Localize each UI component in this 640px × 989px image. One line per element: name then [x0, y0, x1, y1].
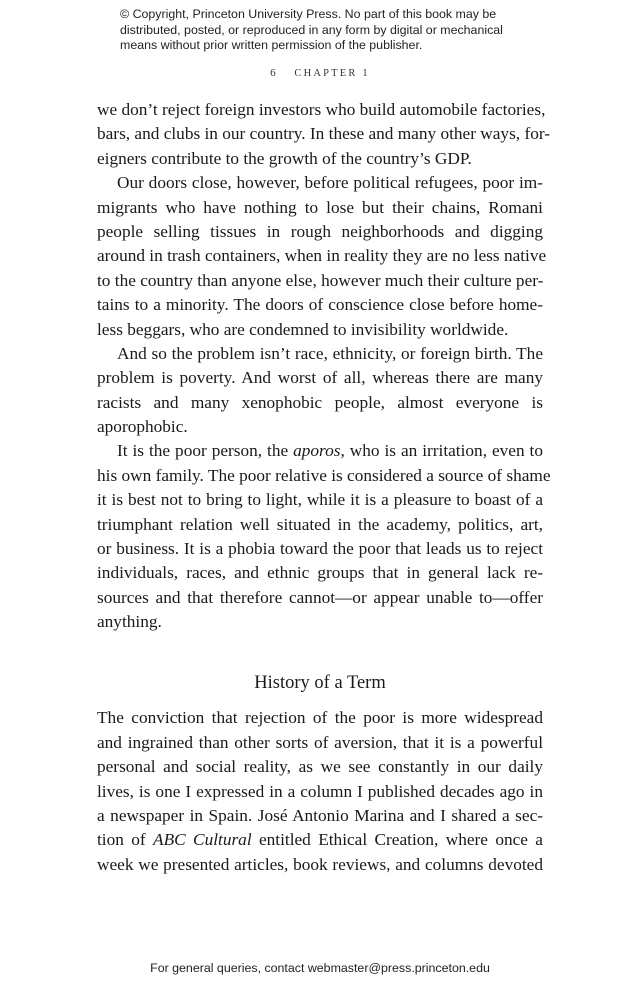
- text-line: triumphant relation well situated in the academy, politics, art,: [97, 514, 543, 534]
- text-segment: , who is an irritation, even to: [340, 441, 543, 461]
- text-line: eigners contribute to the growth of the country’s GDP.: [97, 148, 472, 168]
- running-head: [0, 67, 640, 79]
- page-number: 6: [270, 67, 278, 79]
- text-line: [97, 828, 543, 852]
- paragraph: [97, 342, 543, 440]
- text-line: bars, and clubs in our country. In these and many other ways, for-: [97, 124, 550, 144]
- text-line: his own family. The poor relative is considered a source of shame: [97, 465, 551, 485]
- text-segment: It is the poor person, the: [117, 441, 294, 461]
- text-line: And so the problem isn’t race, ethnicity, or foreign birth. The: [117, 343, 543, 363]
- text-line: to the country than anyone else, however much their culture per-: [97, 270, 544, 290]
- text-line: less beggars, who are condemned to invisibility worldwide.: [97, 319, 509, 339]
- copyright-line: © Copyright, Princeton University Press. No part of this book may be: [120, 7, 497, 21]
- text-line: and ingrained than other sorts of aversion, that it is a powerful: [97, 732, 543, 752]
- paragraph: [97, 171, 547, 342]
- text-line: a newspaper in Spain. José Antonio Marina and I shared a sec-: [97, 805, 543, 825]
- text-line: migrants who have nothing to lose but their chains, Romani: [97, 197, 543, 217]
- text-line: racists and many xenophobic people, almost everyone is: [97, 392, 543, 412]
- text-line: problem is poverty. And worst of all, whereas there are many: [97, 368, 543, 388]
- spacer: [97, 635, 543, 659]
- text-line: aporophobic.: [97, 417, 188, 437]
- paragraph: [97, 98, 550, 171]
- section-heading: History of a Term: [254, 672, 386, 693]
- text-line: personal and social reality, as we see constantly in our daily: [97, 757, 543, 777]
- text-line: or business. It is a phobia toward the poor that leads us to reject: [97, 539, 543, 559]
- copyright-notice: [120, 7, 560, 54]
- paragraph: [97, 706, 543, 877]
- copyright-line: means without prior written permission of the publisher.: [120, 38, 423, 52]
- chapter-label: CHAPTER 1: [294, 68, 370, 79]
- copyright-line: distributed, posted, or reproduced in any form by digital or mechanical: [120, 22, 503, 37]
- text-line: it is best not to bring to light, while it is a pleasure to boast of a: [97, 490, 543, 510]
- text-line: around in trash containers, when in reality they are no less native: [97, 246, 547, 266]
- text-line: [97, 439, 543, 463]
- page-body: [97, 98, 551, 877]
- text-segment: tion of: [97, 830, 154, 850]
- text-line: sources and that therefore cannot—or appear unable to—offer: [97, 587, 543, 607]
- footer-contact: For general queries, contact webmaster@press.princeton.edu: [150, 961, 490, 975]
- text-line: individuals, races, and ethnic groups that in general lack re-: [97, 563, 543, 583]
- text-line: The conviction that rejection of the poor is more widespread: [97, 708, 543, 728]
- italic-title: ABC Cultural: [153, 830, 252, 850]
- paragraph: [97, 439, 551, 634]
- text-line: tains to a minority. The doors of conscience close before home-: [97, 295, 543, 315]
- text-line: Our doors close, however, before political refugees, poor im-: [117, 173, 543, 193]
- text-line: we don’t reject foreign investors who build automobile factories,: [97, 100, 546, 119]
- text-line: lives, is one I expressed in a column I published decades ago in: [97, 781, 543, 801]
- italic-term: aporos: [293, 441, 341, 461]
- text-line: people selling tissues in rough neighborhoods and digging: [97, 221, 543, 241]
- text-line: week we presented articles, book reviews, and columns devoted: [97, 854, 543, 874]
- text-line: anything.: [97, 612, 162, 632]
- text-segment: entitled Ethical Creation, where once a: [251, 830, 543, 850]
